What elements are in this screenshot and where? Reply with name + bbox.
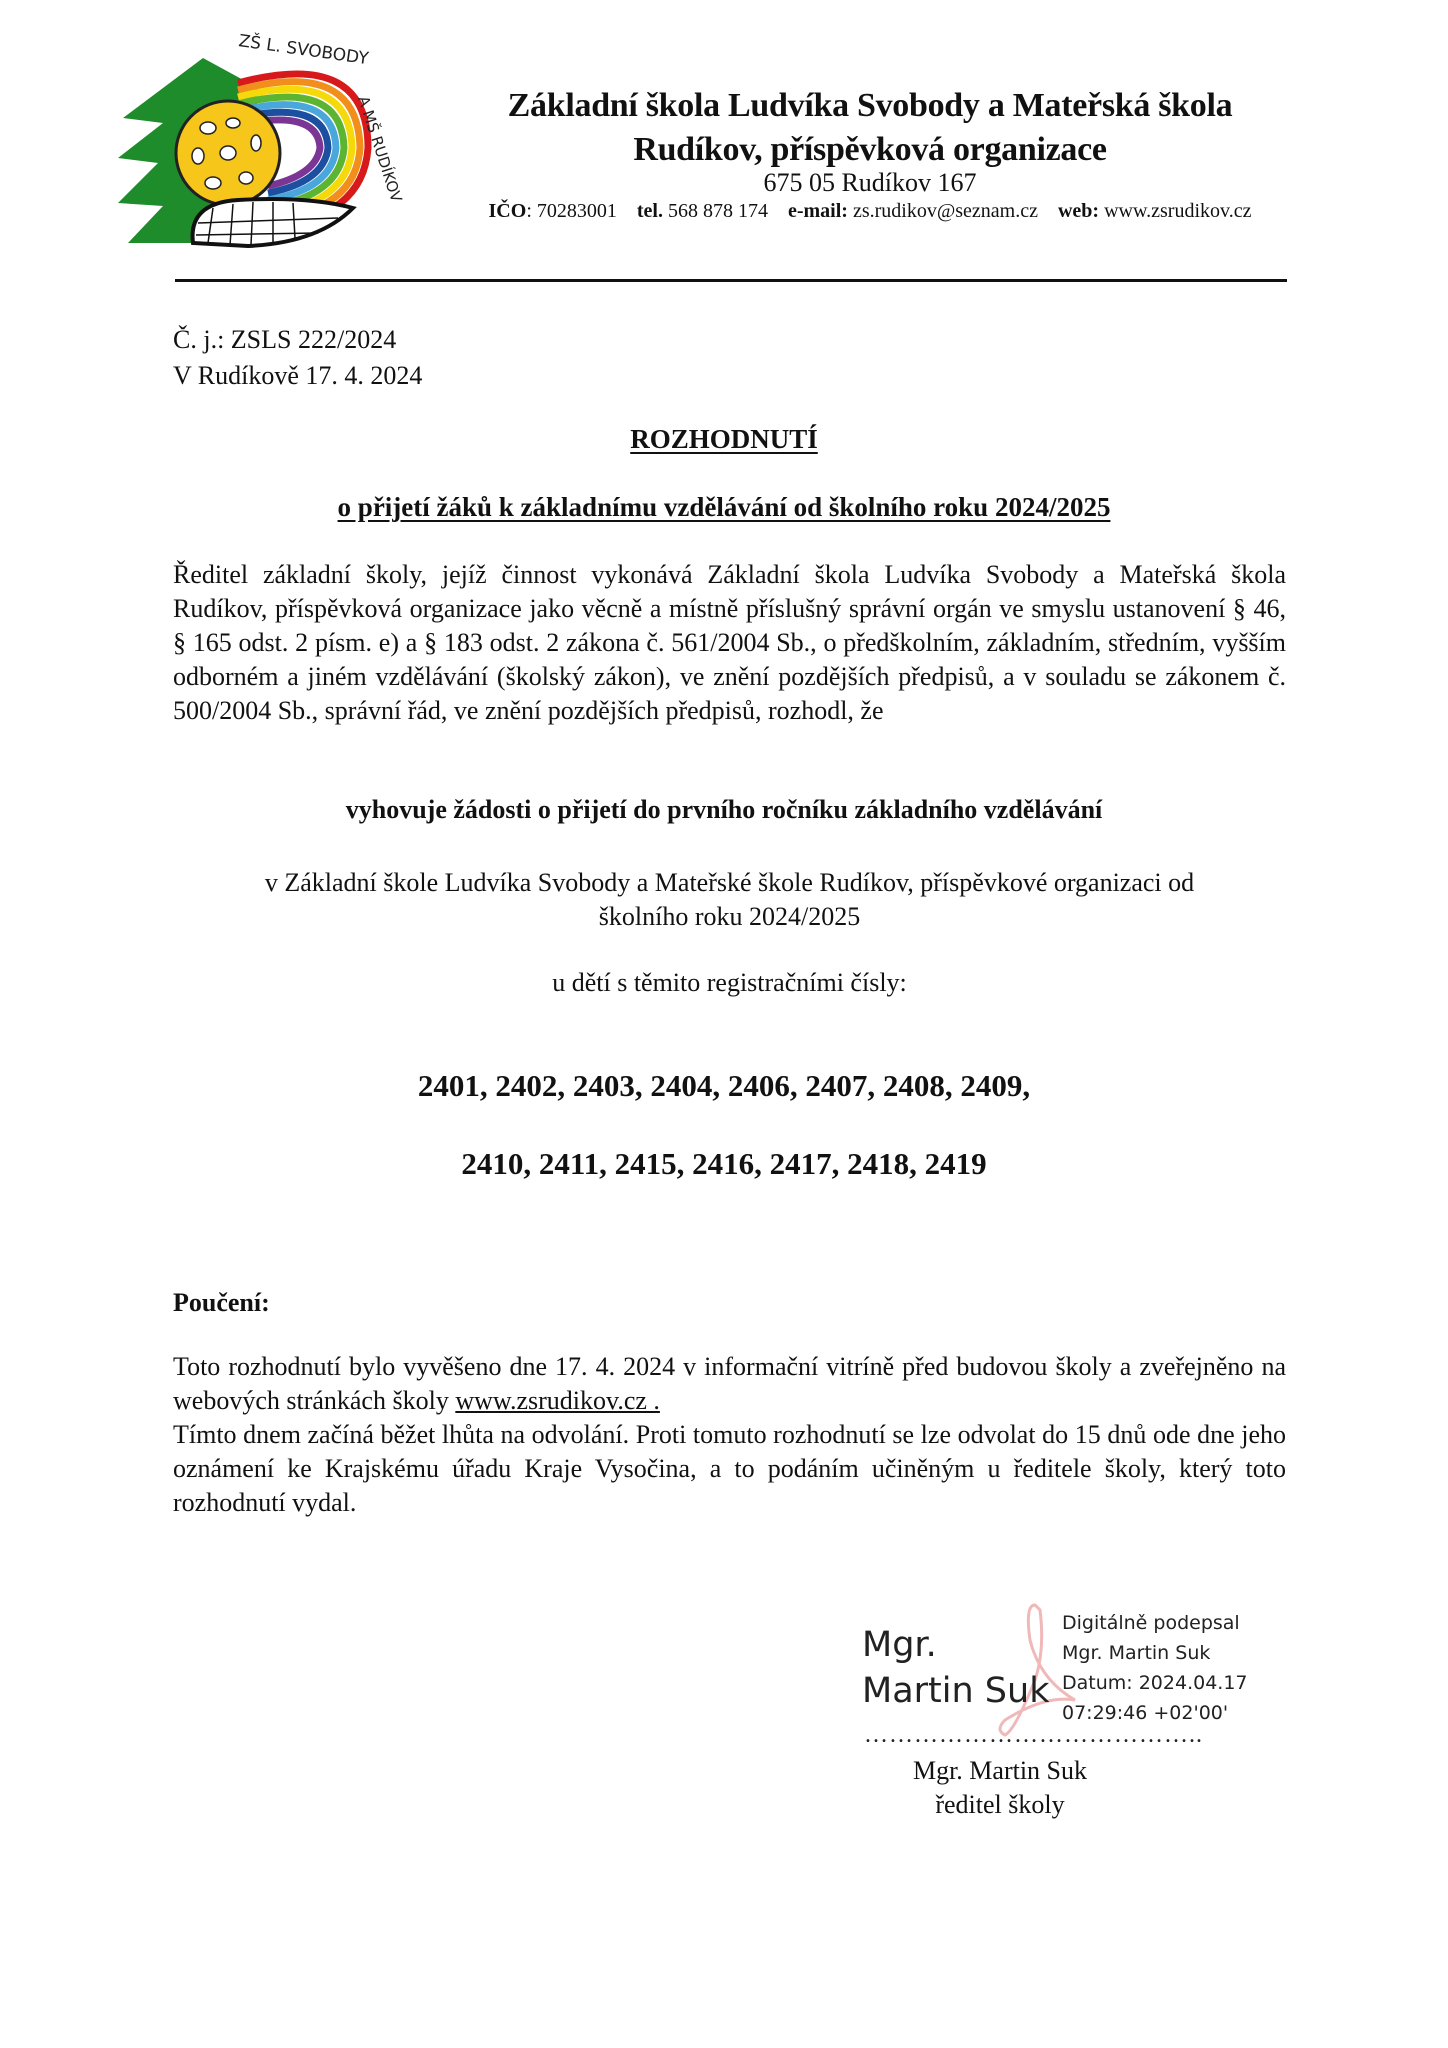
school-name-line2: Rudíkov, příspěvková organizace — [633, 131, 1107, 168]
signature-info-line2: Mgr. Martin Suk — [1062, 1642, 1211, 1664]
signer-role: ředitel školy — [935, 1790, 1065, 1819]
decision-title: ROZHODNUTÍ — [630, 424, 818, 454]
school-website-link[interactable]: www.zsrudikov.cz . — [455, 1386, 660, 1415]
ico-label: IČO — [488, 200, 527, 222]
decision-body: Ředitel základní školy, jejíž činnost vykonává Základní škola Ludvíka Svobody a Mateřská škola Rudíkov, příspěvková organizace jako věcně a místně příslušný správní orgán ve smyslu ustanovení § 46, § 165 odst. 2 písm. e) a § 183 odst. 2 zákona č. 561/2004 Sb., o předškolním, základním, středním, vyšším odborném a jiném vzdělávání (školský zákon), ve znění pozdějších předpisů, a v souladu se zákonem č. 500/2004 Sb., správní řád, ve znění pozdějších předpisů, rozhodl, že — [173, 560, 1286, 725]
signature-info-line3: Datum: 2024.04.17 — [1062, 1672, 1248, 1694]
school-address: 675 05 Rudíkov 167 — [763, 168, 977, 197]
decision-subject: o přijetí žáků k základnímu vzdělávání od školního roku 2024/2025 — [337, 492, 1111, 522]
tel-label: tel. — [636, 200, 663, 222]
ico-value: : 70283001 — [526, 200, 617, 222]
instruction-text-part1: Toto rozhodnutí bylo vyvěšeno dne 17. 4. 2024 v informační vitríně před budovou školy a zveřejněno na webových stránkách školy — [173, 1352, 1286, 1415]
logo-text: ZŠ L. SVOBODY — [237, 31, 370, 70]
signature-name-line1: Mgr. — [862, 1625, 937, 1665]
signature-name-line2: Martin Suk — [862, 1671, 1050, 1711]
children-intro: u dětí s těmito registračními čísly: — [552, 968, 907, 997]
instruction-heading: Poučení: — [173, 1288, 270, 1317]
header-divider — [175, 279, 1287, 282]
email-label: e-mail: — [787, 200, 848, 222]
digital-signature-info — [1062, 1608, 1248, 1728]
svg-text:A MŠ RUDÍKOV: A MŠ RUDÍKOV — [354, 93, 406, 205]
signer-name: Mgr. Martin Suk — [912, 1756, 1088, 1785]
signature-dotted-line: ………………………………….. — [864, 1722, 1203, 1748]
registration-numbers-line2: 2410, 2411, 2415, 2416, 2417, 2418, 2419 — [461, 1146, 987, 1181]
instruction-text — [173, 1350, 1286, 1520]
school-statement — [173, 866, 1286, 934]
reference-number: Č. j.: ZSLS 222/2024 — [173, 325, 397, 354]
web-value[interactable]: www.zsrudikov.cz — [1099, 200, 1252, 222]
school-logo-icon — [118, 28, 406, 258]
registration-numbers-line1: 2401, 2402, 2403, 2404, 2406, 2407, 2408, 2409, — [417, 1068, 1031, 1103]
web-label: web: — [1057, 200, 1100, 222]
email-value[interactable]: zs.rudikov@seznam.cz — [847, 200, 1038, 222]
school-contacts — [440, 198, 1300, 224]
decision-verdict: vyhovuje žádosti o přijetí do prvního ročníku základního vzdělávání — [345, 795, 1103, 824]
school-statement-line2: školního roku 2024/2025 — [598, 902, 861, 931]
instruction-text-part2: Tímto dnem začíná běžet lhůta na odvolání. Proti tomuto rozhodnutí se lze odvolat do 15 dnů ode dne jeho oznámení ke Krajskému úřadu Kraje Vysočina, a to podáním učiněným u ředitele školy, který toto rozhodnutí vydal. — [173, 1420, 1286, 1517]
reference-block — [173, 322, 422, 394]
place-date: V Rudíkově 17. 4. 2024 — [173, 361, 423, 390]
tel-value: 568 878 174 — [662, 200, 768, 222]
school-statement-line1: v Základní škole Ludvíka Svobody a Mateřské škole Rudíkov, příspěvkové organizaci od — [264, 868, 1195, 897]
school-name-line1: Základní škola Ludvíka Svobody a Mateřská škola — [507, 87, 1233, 124]
signature-info-line1: Digitálně podepsal — [1062, 1612, 1240, 1634]
school-name — [440, 84, 1300, 172]
digital-signature-name — [862, 1622, 1049, 1714]
signature-info-line4: 07:29:46 +02'00' — [1062, 1702, 1229, 1724]
